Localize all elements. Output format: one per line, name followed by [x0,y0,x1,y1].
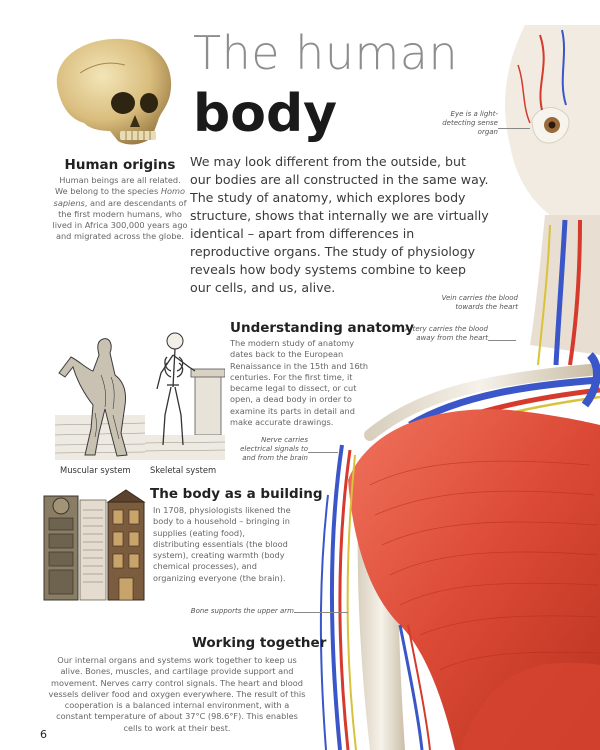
page-number: 6 [40,728,47,741]
understanding-anatomy-body: The modern study of anatomy dates back to the European Renaissance in the 15th and 16th centuries. For the first time, it became legal to dissect, or cut open, a dead body in order to examine its parts in detail and make accurate drawings. [230,338,369,428]
intro-paragraph: We may look different from the outside, but our bodies are all constructed in the same way. The study of anatomy, which explores body structure, shows that internally we are virtually identical – apart from differences in reproductive organs. The study of physiology reveals how body systems combine to keep our cells, and us, alive. [190,154,489,295]
anatomy-engraving-muscular [55,325,145,460]
annotation-bone-line [294,612,348,613]
title-line-1: The human [193,26,459,80]
understanding-anatomy-heading: Understanding anatomy [230,320,414,336]
skull-image [40,33,180,151]
anatomy-engraving-skeletal [145,325,225,460]
annotation-eye: Eye is a light-detecting sense organ [442,110,498,136]
working-together-body: Our internal organs and systems work together to keep us alive. Bones, muscles, and cartilage provide support and movement. Nerves carry control signals. The heart and blood vessels deliver food and oxygen everywhere. The result of this cooperation is a balanced internal environment, with a constant temperature of about 37°C (98.6°F). This enables cells to work at their best. [48,655,306,733]
annotation-vein: Vein carries the blood towards the heart [441,294,518,311]
title-line-2: body [193,84,338,144]
human-origins-heading: Human origins [64,157,176,173]
working-together-heading: Working together [192,635,327,651]
annotation-artery-line [488,340,516,341]
annotation-bone: Bone supports the upper arm [190,607,294,615]
body-building-illustration [42,488,147,604]
human-origins-body: Human beings are all related. We belong to the species Homo sapiens, and are descendants of the first modern humans, who lived in Africa 300,000 years ago and migrated across the globe. [52,175,188,242]
body-building-body: In 1708, physiologists likened the body to a household – bringing in supplies (eating food), distributing essentials (the blood system), creating warmth (body chemical processes), and organizing everyone (the brain). [153,505,291,583]
annotation-nerve: Nerve carries electrical signals to and from the brain [240,436,308,462]
caption-muscular: Muscular system [60,465,131,475]
annotation-eye-line [498,128,530,129]
body-building-heading: The body as a building [150,486,323,502]
annotation-artery: Artery carries the blood away from the heart [404,325,488,342]
annotation-nerve-line [308,452,338,453]
caption-skeletal: Skeletal system [150,465,217,475]
